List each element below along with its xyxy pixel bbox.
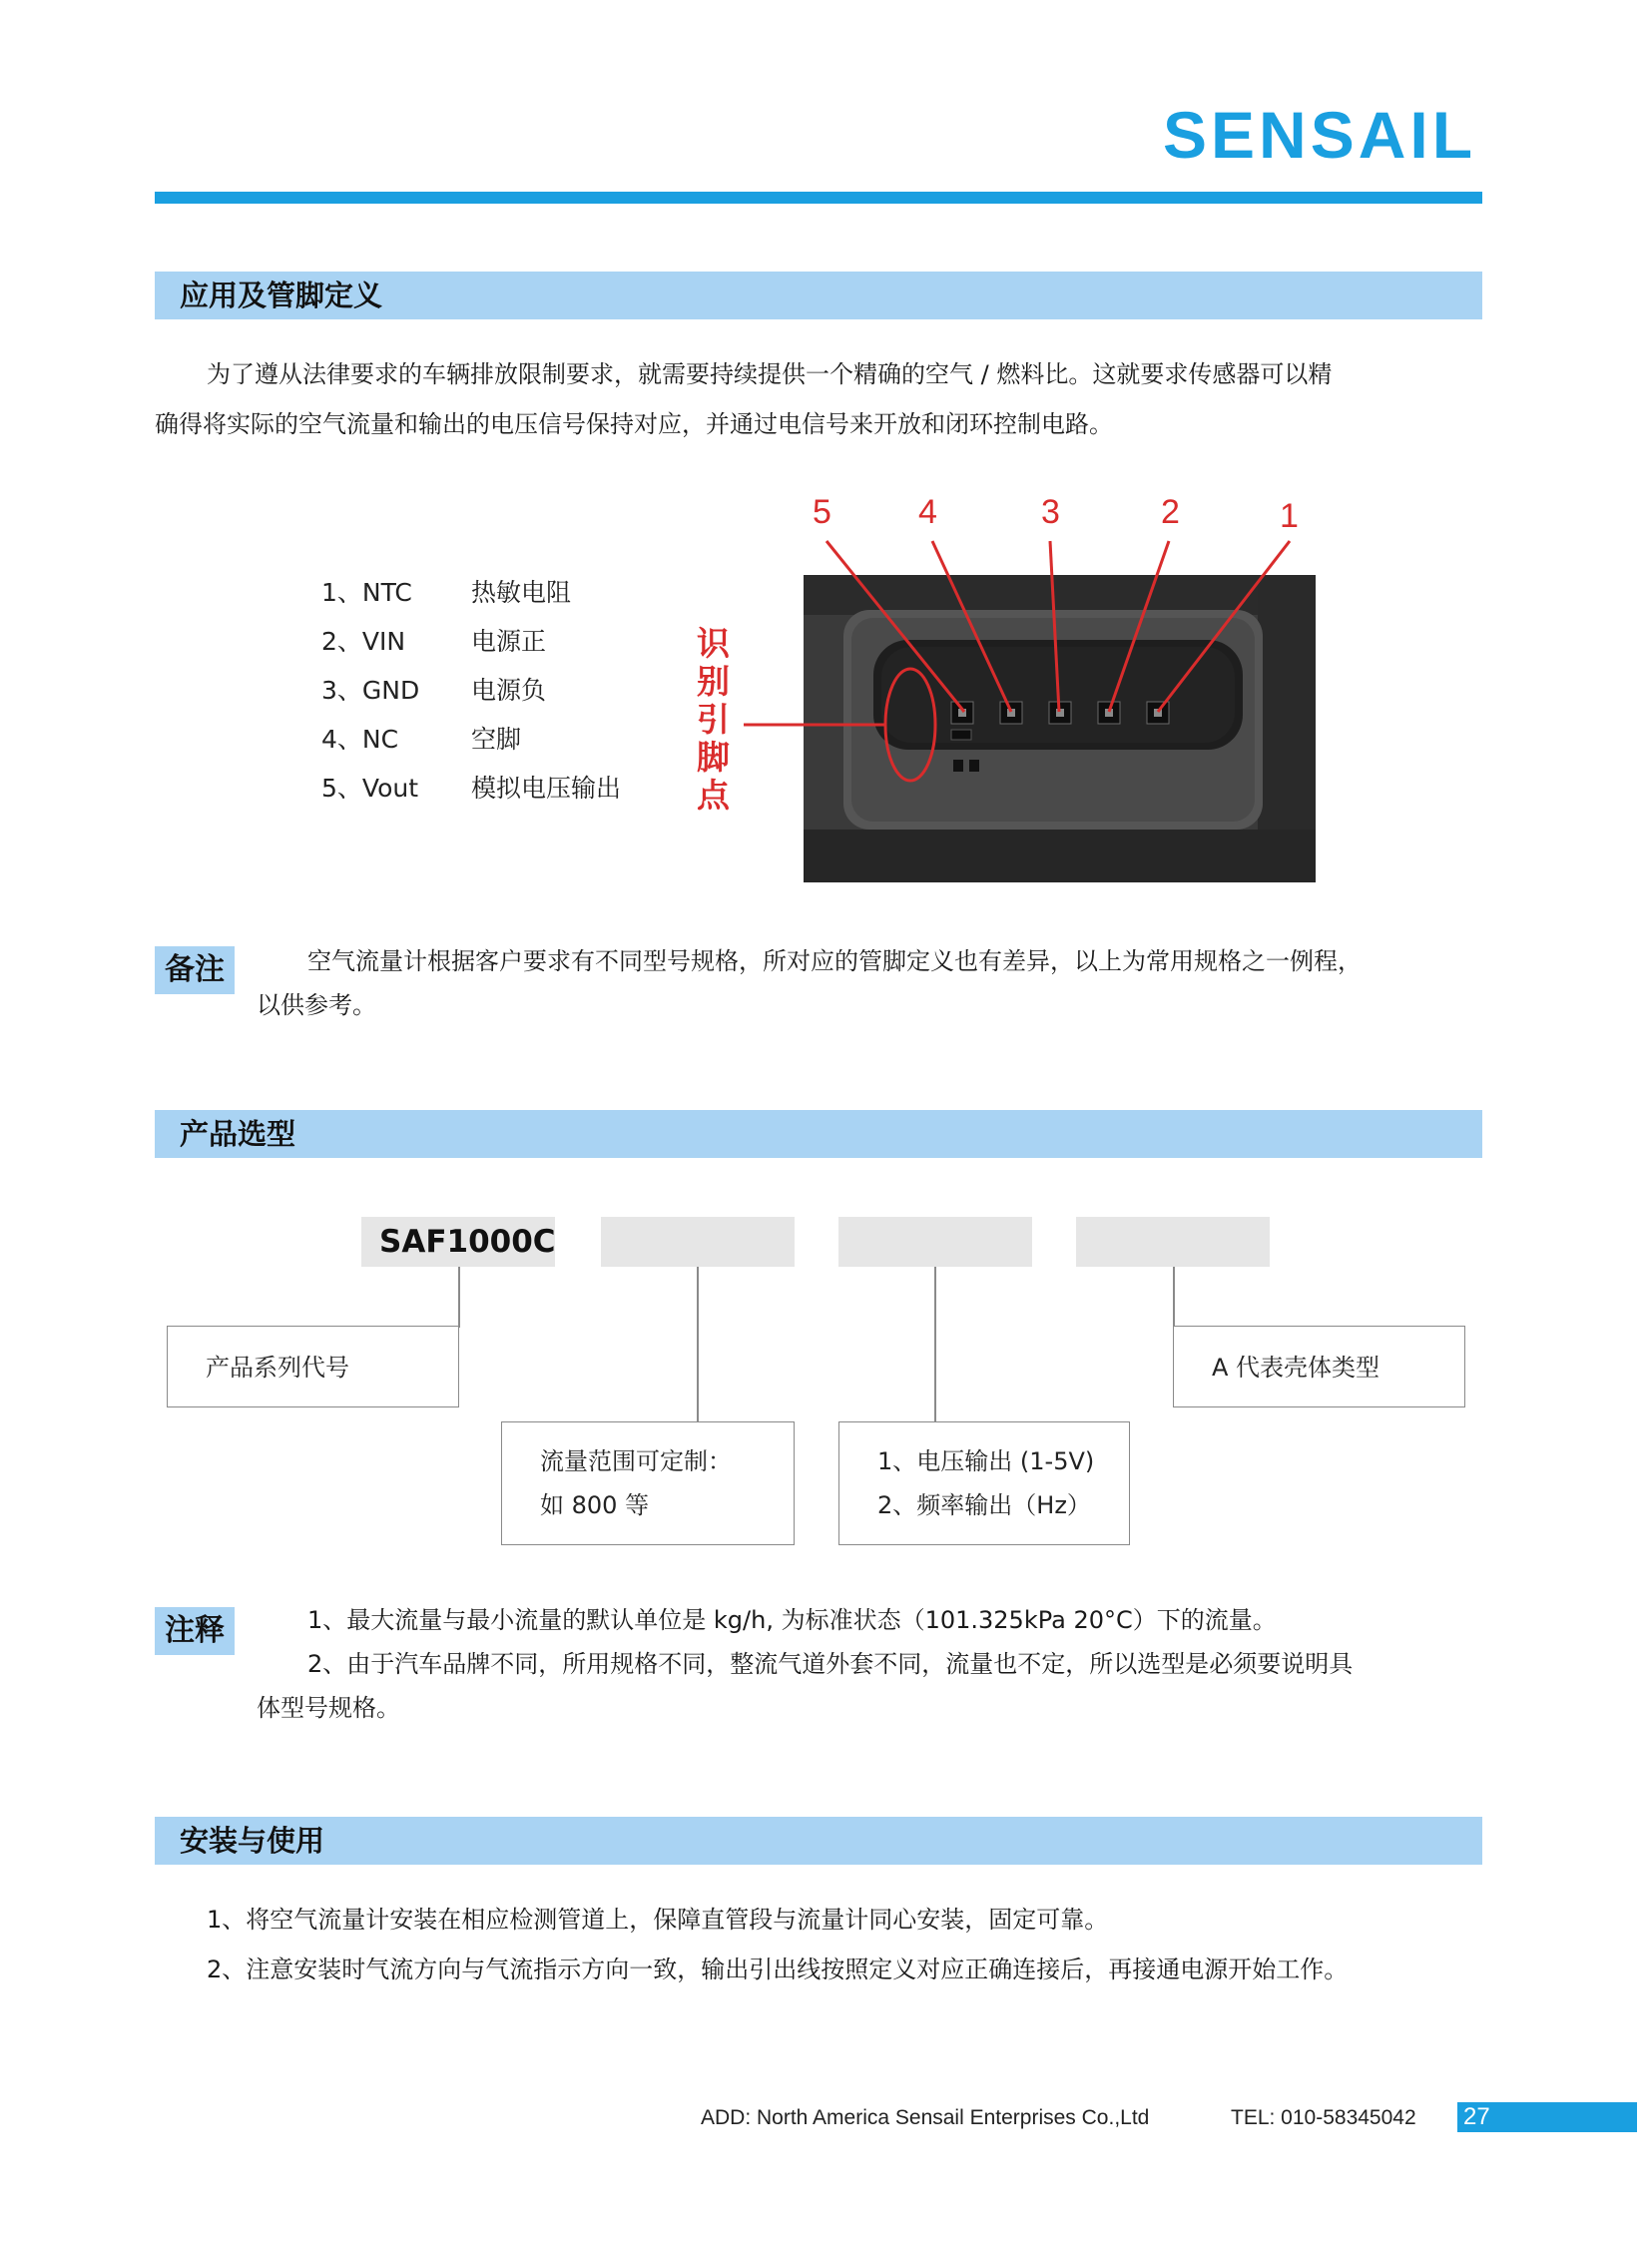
install-line-1: 1、将空气流量计安装在相应检测管道上，保障直管段与流量计同心安装，固定可靠。 <box>207 1906 1109 1934</box>
pin-marker-5: 5 <box>813 493 831 531</box>
pin-marker-3: 3 <box>1041 493 1060 531</box>
identify-char: 别 <box>697 662 730 701</box>
output-line-2: 2、频率输出（Hz） <box>877 1491 1091 1519</box>
pin-number: 5、Vout <box>321 774 419 803</box>
series-label: 产品系列代号 <box>206 1354 349 1382</box>
output-line-1: 1、电压输出 (1-5V) <box>877 1447 1095 1475</box>
section-header-selection <box>155 1110 1482 1158</box>
connector-line <box>1173 1267 1175 1328</box>
output-box <box>838 1421 1130 1545</box>
model-code-box <box>361 1217 555 1267</box>
connector-line <box>697 1267 699 1422</box>
pin-description: 模拟电压输出 <box>471 774 622 803</box>
pin-number: 4、NC <box>321 725 399 754</box>
pin-description: 空脚 <box>471 725 522 754</box>
connector-line <box>458 1267 460 1328</box>
pin-number: 3、GND <box>321 676 420 705</box>
model-code-slot-shell <box>1076 1217 1270 1267</box>
note-line-3: 体型号规格。 <box>257 1694 400 1722</box>
identify-char: 点 <box>697 776 730 815</box>
pin-marker-1: 1 <box>1280 497 1299 535</box>
shell-box <box>1173 1326 1465 1407</box>
range-line-2: 如 800 等 <box>540 1491 650 1519</box>
page-number: 27 <box>1463 2103 1490 2130</box>
pin-number: 1、NTC <box>321 578 412 607</box>
brand-logo: SENSAIL <box>1163 98 1477 172</box>
footer-tel: TEL: 010-58345042 <box>1231 2106 1416 2129</box>
range-box <box>501 1421 795 1545</box>
identify-char: 识 <box>697 624 730 663</box>
intro-line-1: 为了遵从法律要求的车辆排放限制要求，就需要持续提供一个精确的空气 / 燃料比。这就要求传感器可以精 <box>207 360 1333 388</box>
range-line-1: 流量范围可定制： <box>540 1447 732 1475</box>
section-title: 应用及管脚定义 <box>180 279 383 312</box>
intro-line-2: 确得将实际的空气流量和输出的电压信号保持对应，并通过电信号来开放和闭环控制电路。 <box>155 410 1113 438</box>
model-code-slot-range <box>601 1217 795 1267</box>
connector-line <box>934 1267 936 1422</box>
section-header-install <box>155 1817 1482 1865</box>
page-number-box <box>1457 2102 1637 2132</box>
remark-tag: 备注 <box>155 946 235 994</box>
pin-marker-4: 4 <box>918 493 937 531</box>
shell-label: A 代表壳体类型 <box>1212 1354 1380 1382</box>
remark-line-1: 空气流量计根据客户要求有不同型号规格，所对应的管脚定义也有差异，以上为常用规格之一例程， <box>307 947 1362 975</box>
identify-char: 脚 <box>697 738 730 777</box>
pin-marker-2: 2 <box>1161 493 1180 531</box>
model-code: SAF1000C <box>379 1224 556 1260</box>
note-line-1: 1、最大流量与最小流量的默认单位是 kg/h, 为标准状态（101.325kPa 20°C）下的流量。 <box>307 1606 1277 1634</box>
remark-line-2: 以供参考。 <box>257 991 376 1019</box>
pin-description: 电源负 <box>471 676 547 705</box>
model-code-slot-output <box>838 1217 1032 1267</box>
section-title: 产品选型 <box>180 1117 296 1151</box>
pin-description: 电源正 <box>471 627 547 656</box>
pointer-line-pin-1 <box>1158 541 1290 712</box>
series-box <box>167 1326 459 1407</box>
section-title: 安装与使用 <box>180 1824 325 1858</box>
identify-char: 引 <box>697 700 730 739</box>
identify-ellipse <box>885 669 935 781</box>
note-line-2: 2、由于汽车品牌不同，所用规格不同，整流气道外套不同，流量也不定，所以选型是必须要说明具 <box>307 1650 1354 1678</box>
install-line-2: 2、注意安装时气流方向与气流指示方向一致，输出引出线按照定义对应正确连接后，再接通电源开始工作。 <box>207 1956 1349 1983</box>
pointer-line-pin-3 <box>1050 541 1059 712</box>
pointer-line-pin-2 <box>1109 541 1169 712</box>
notes-tag: 注释 <box>155 1607 235 1655</box>
footer-address: ADD: North America Sensail Enterprises Co.,Ltd <box>701 2106 1150 2129</box>
pin-description: 热敏电阻 <box>471 578 572 607</box>
pin-number: 2、VIN <box>321 627 406 656</box>
